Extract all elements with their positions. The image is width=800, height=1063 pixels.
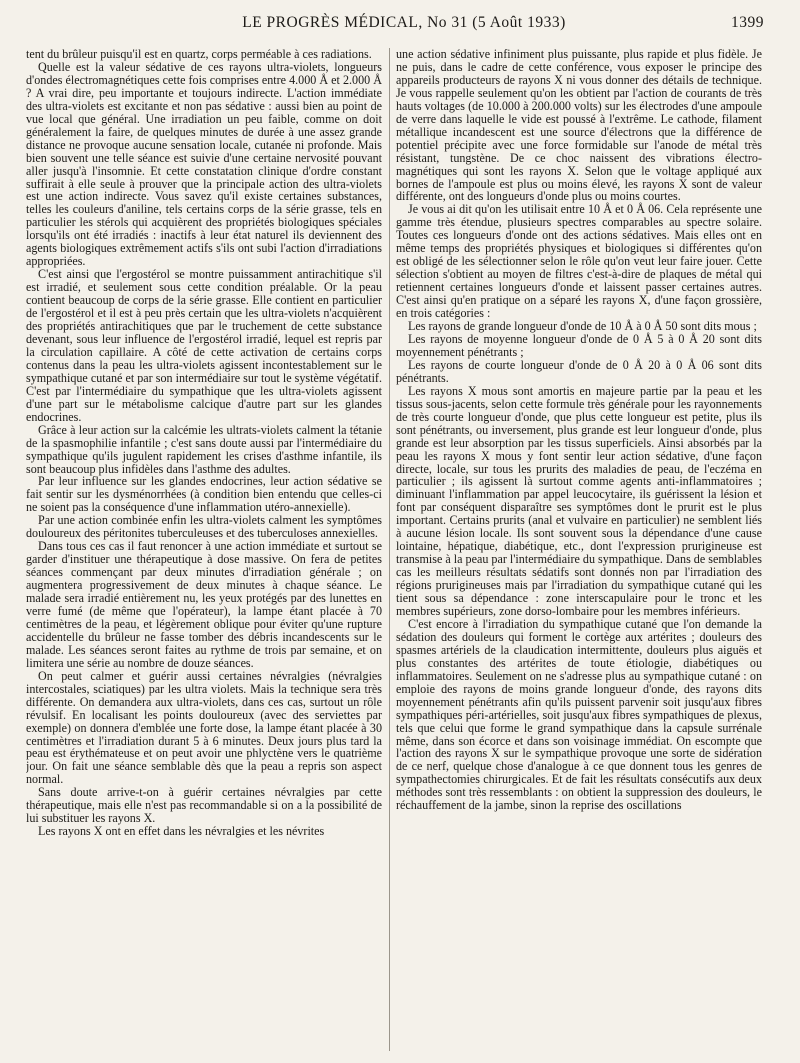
right-column bbox=[396, 48, 762, 1051]
paragraph: C'est ainsi que l'ergostérol se montre puissamment antirachitique s'il est irradié, et seulement sous cette condition préalable. Or la peau contient beaucoup de corps de la série grasse. Elle contient en particulier de l'ergostérol et il est à peu près certain que les ultra-violets n'acquièrent des propriétés antirachitiques que par le truchement de cette substance devenant, sous leur influence de l'ergostérol irradié, lequel est repris par la circulation capillaire. A côté de cette activation de certains corps contenus dans la peau les ultra-violets agissent incontestablement sur le sympathique cutané et par son intermédiaire sur tout le système végétatif. C'est par l'intermédiaire du sympathique que les ultra-violets agissent d'une part sur le métabolisme calcique d'autre part sur les glandes endocrines. bbox=[26, 267, 382, 424]
paragraph: Les rayons X ont en effet dans les névralgies et les névrites bbox=[38, 824, 325, 839]
paragraph: Les rayons de moyenne longueur d'onde de 0 Å 5 à 0 Å 20 sont dits moyennement pénétrants ; bbox=[396, 331, 762, 359]
paragraph: Les rayons de courte longueur d'onde de 0 Å 20 à 0 Å 06 sont dits pénétrants. bbox=[396, 357, 762, 385]
paragraph: Les rayons de grande longueur d'onde de 10 Å à 0 Å 50 sont dits mous ; bbox=[408, 319, 757, 334]
paragraph: Par leur influence sur les glandes endocrines, leur action sédative se fait sentir sur les dysménorrhées (à condition bien entendu que celles-ci ne soient pas la conséquence d'une inflammation utéro-annexielle). bbox=[26, 474, 382, 515]
left-column bbox=[26, 48, 382, 1051]
paragraph: Par une action combinée enfin les ultra-violets calment les symptômes douloureux des péritonites tuberculeuses et des tuberculoses annexielles. bbox=[26, 513, 382, 541]
paragraph: Les rayons X mous sont amortis en majeure partie par la peau et les tissus sous-jacents, selon cette formule très générale pour les rayonnements de très courte longueur d'onde, que plus cette longueur est petite, plus ils sont pénétrants, ou inversement, plus grande est leur longueur d'onde, plus grande est leur absorption par les tissus superficiels. Ainsi absorbés par la peau les rayons X mous y font sentir leur action sédative, d'une façon directe, locale, sur tous les prurits des maladies de peau, de l'eczéma en particulier ; ils agissent là surtout comme agents anti-inflammatoires ; diminuant l'inflammation par appel leucocytaire, ils guérissent la lésion et font par conséquent disparaître ses symptômes dont le prurit est le plus important. Certains prurits (anal et vulvaire en particulier) ne semblent liés à aucune lésion locale. Ils sont souvent sous la dépendance d'une cause lointaine, hépatique, diabétique, etc., dont l'expression prurigineuse est transmise à la peau par l'intermédiaire du sympathique. Dans de semblables cas les meilleurs résultats sédatifs sont donnés non par l'irradiation des régions prurigineuses mais par l'irradiation du sympathique cutané qui les tient sous sa dépendance : zone interscapulaire pour le tronc et les membres supérieurs, zone dorso-lombaire pour les membres inférieurs. bbox=[396, 383, 762, 618]
page-number: 1399 bbox=[731, 14, 764, 31]
column-divider bbox=[389, 48, 390, 1051]
paragraph: Grâce à leur action sur la calcémie les ultrats-violets calment la tétanie de la spasmophilie infantile ; c'est sans doute aussi par l'intermédiaire du sympathique qu'ils jugulent rapidement les crises d'asthme infantile, ils sont beaucoup plus infidèles dans l'asthme des adultes. bbox=[26, 422, 382, 476]
paragraph: C'est encore à l'irradiation du sympathique cutané que l'on demande la sédation des douleurs qui forment le cortège aux artérites ; douleurs des spasmes artériels de la claudication intermittente, douleurs plus aiguës et plus constantes des artérites de toute étiologie, diabétiques ou inflammatoires. Seulement on ne s'adresse plus au sympathique cutané : on emploie des rayons de moins grande longueur d'onde, des rayons dits moyennement pénétrants afin qu'ils puissent parvenir soit jusqu'aux fibres sympathiques péri-artérielles, soit jusqu'aux fibres sympathiques de plexus, tels que celui que forme le grand sympathique dans la capsule surrénale même, dans son écorce et dans son voisinage immédiat. On escompte que l'action des rayons X sur le sympathique provoque une sorte de sidération de ce nerf, quelque chose d'analogue à ce que donnent tous les genres de sympathectomies chirurgicales. Et de fait les résultats consécutifs aux deux méthodes sont très ressemblants : on obtient la suppression des douleurs, le réchauffement de la jambe, sinon la reprise des oscillations bbox=[396, 616, 762, 813]
paragraph: Je vous ai dit qu'on les utilisait entre 10 Å et 0 Å 06. Cela représente une gamme très étendue, plusieurs spectres comparables au spectre solaire. Toutes ces longueurs d'onde ont des actions sédatives. Mais elles ont en même temps des propriétés physiques et biologiques si différentes qu'on est obligé de les sélectionner selon le rôle qu'on veut leur faire jouer. Cette sélection s'obtient au moyen de filtres c'est-à-dire de plaques de métal qui retiennent certaines longueurs d'onde et laissent passer certaines autres. C'est ainsi qu'en pratique on a séparé les rayons X, d'une façon grossière, en trois catégories : bbox=[396, 202, 762, 321]
paragraph: une action sédative infiniment plus puissante, plus rapide et plus fidèle. Je ne puis, dans le cadre de cette conférence, vous exposer le principe des appareils producteurs de rayons X ni vous donner des détails de technique. Je vous rappelle seulement qu'on les obtient par l'action de courants de très hauts voltages (de 10.000 à 200.000 volts) sur les électrodes d'une ampoule de verre dans laquelle le vide est poussé à l'extrême. Le cathode, filament métallique incandescent est une source d'électrons que la différence de potentiel précipite avec une force formidable sur l'anode de métal très résistant, tungstène. De ce choc naissent des vibrations électro-magnétiques qui sont les rayons X. Selon que le voltage appliqué aux bornes de l'ampoule est plus ou moins élevé, les rayons X sont de valeur différente, ont des longueurs d'onde plus ou moins courtes. bbox=[396, 48, 762, 204]
running-title: LE PROGRÈS MÉDICAL, No 31 (5 Août 1933) bbox=[242, 14, 566, 31]
paragraph: On peut calmer et guérir aussi certaines névralgies (névralgies intercostales, sciatiques) par les ultra violets. Mais la technique sera très différente. On demandera aux ultra-violets, dans ces cas, surtout un rôle révulsif. En localisant les points douloureux (avec des serviettes par exemple) on donnera d'emblée une forte dose, la lampe étant placée à 30 centimètres et l'irradiation durant 5 à 6 minutes. Deux jours plus tard la peau est érythémateuse et on peut avoir une phlyctène vers le quatrième jour. On fait une séance semblable dès que la peau a repris son aspect normal. bbox=[26, 668, 382, 787]
paragraph: Sans doute arrive-t-on à guérir certaines névralgies par cette thérapeutique, mais elle n'est pas recommandable si on a la possibilité de lui substituer les rayons X. bbox=[26, 785, 382, 826]
running-header bbox=[44, 14, 764, 36]
paragraph: Quelle est la valeur sédative de ces rayons ultra-violets, longueurs d'ondes électromagnétiques cette fois comprises entre 4.000 Å et 2.000 Å ? A vrai dire, peu importante et toujours indirecte. L'action immédiate des ultra-violets est excitante et non pas sédative : aussi bien au point de vue local que général. Une irradiation un peu faible, comme on doit généralement la faire, de quelques minutes de durée à une assez grande distance ne provoque aucune sensation locale, cutanée ni profonde. Mais bien souvent une telle séance est suivie d'une certaine nervosité pouvant aller jusqu'à l'insomnie. Et cette constatation clinique d'ordre constant suffirait à elle seule à prouver que la principale action des ultra-violets est une action indirecte. Vous savez qu'il existe certaines substances, telles les couleurs d'aniline, tels certains corps de la série grasse, tels en particulier les stérols qui acquièrent des propriétés biologiques spéciales lorsqu'ils ont été irradiés : inactifs à leur état naturel ils deviennent des agents biologiques extrêmement actifs s'ils ont subi l'action d'irradiations appropriées. bbox=[26, 59, 382, 269]
paragraph: tent du brûleur puisqu'il est en quartz, corps perméable à ces radiations. bbox=[26, 48, 372, 61]
paragraph: Dans tous ces cas il faut renoncer à une action immédiate et surtout se garder d'instituer une thérapeutique à dose massive. On fera de petites séances commençant par deux minutes d'irradiation générale ; on augmentera progressivement de deux minutes à chaque séance. Le malade sera irradié entièrement nu, les yeux protégés par des lunettes en verre fumé (de même que l'opérateur), la lampe étant placée à 70 centimètres de la peau, et légèrement oblique pour éviter qu'une rupture accidentelle du brûleur ne fasse tomber des débris incandescents sur le malade. Les séances seront faites au rythme de trois par semaine, et on limitera une série au nombre de douze séances. bbox=[26, 539, 382, 670]
